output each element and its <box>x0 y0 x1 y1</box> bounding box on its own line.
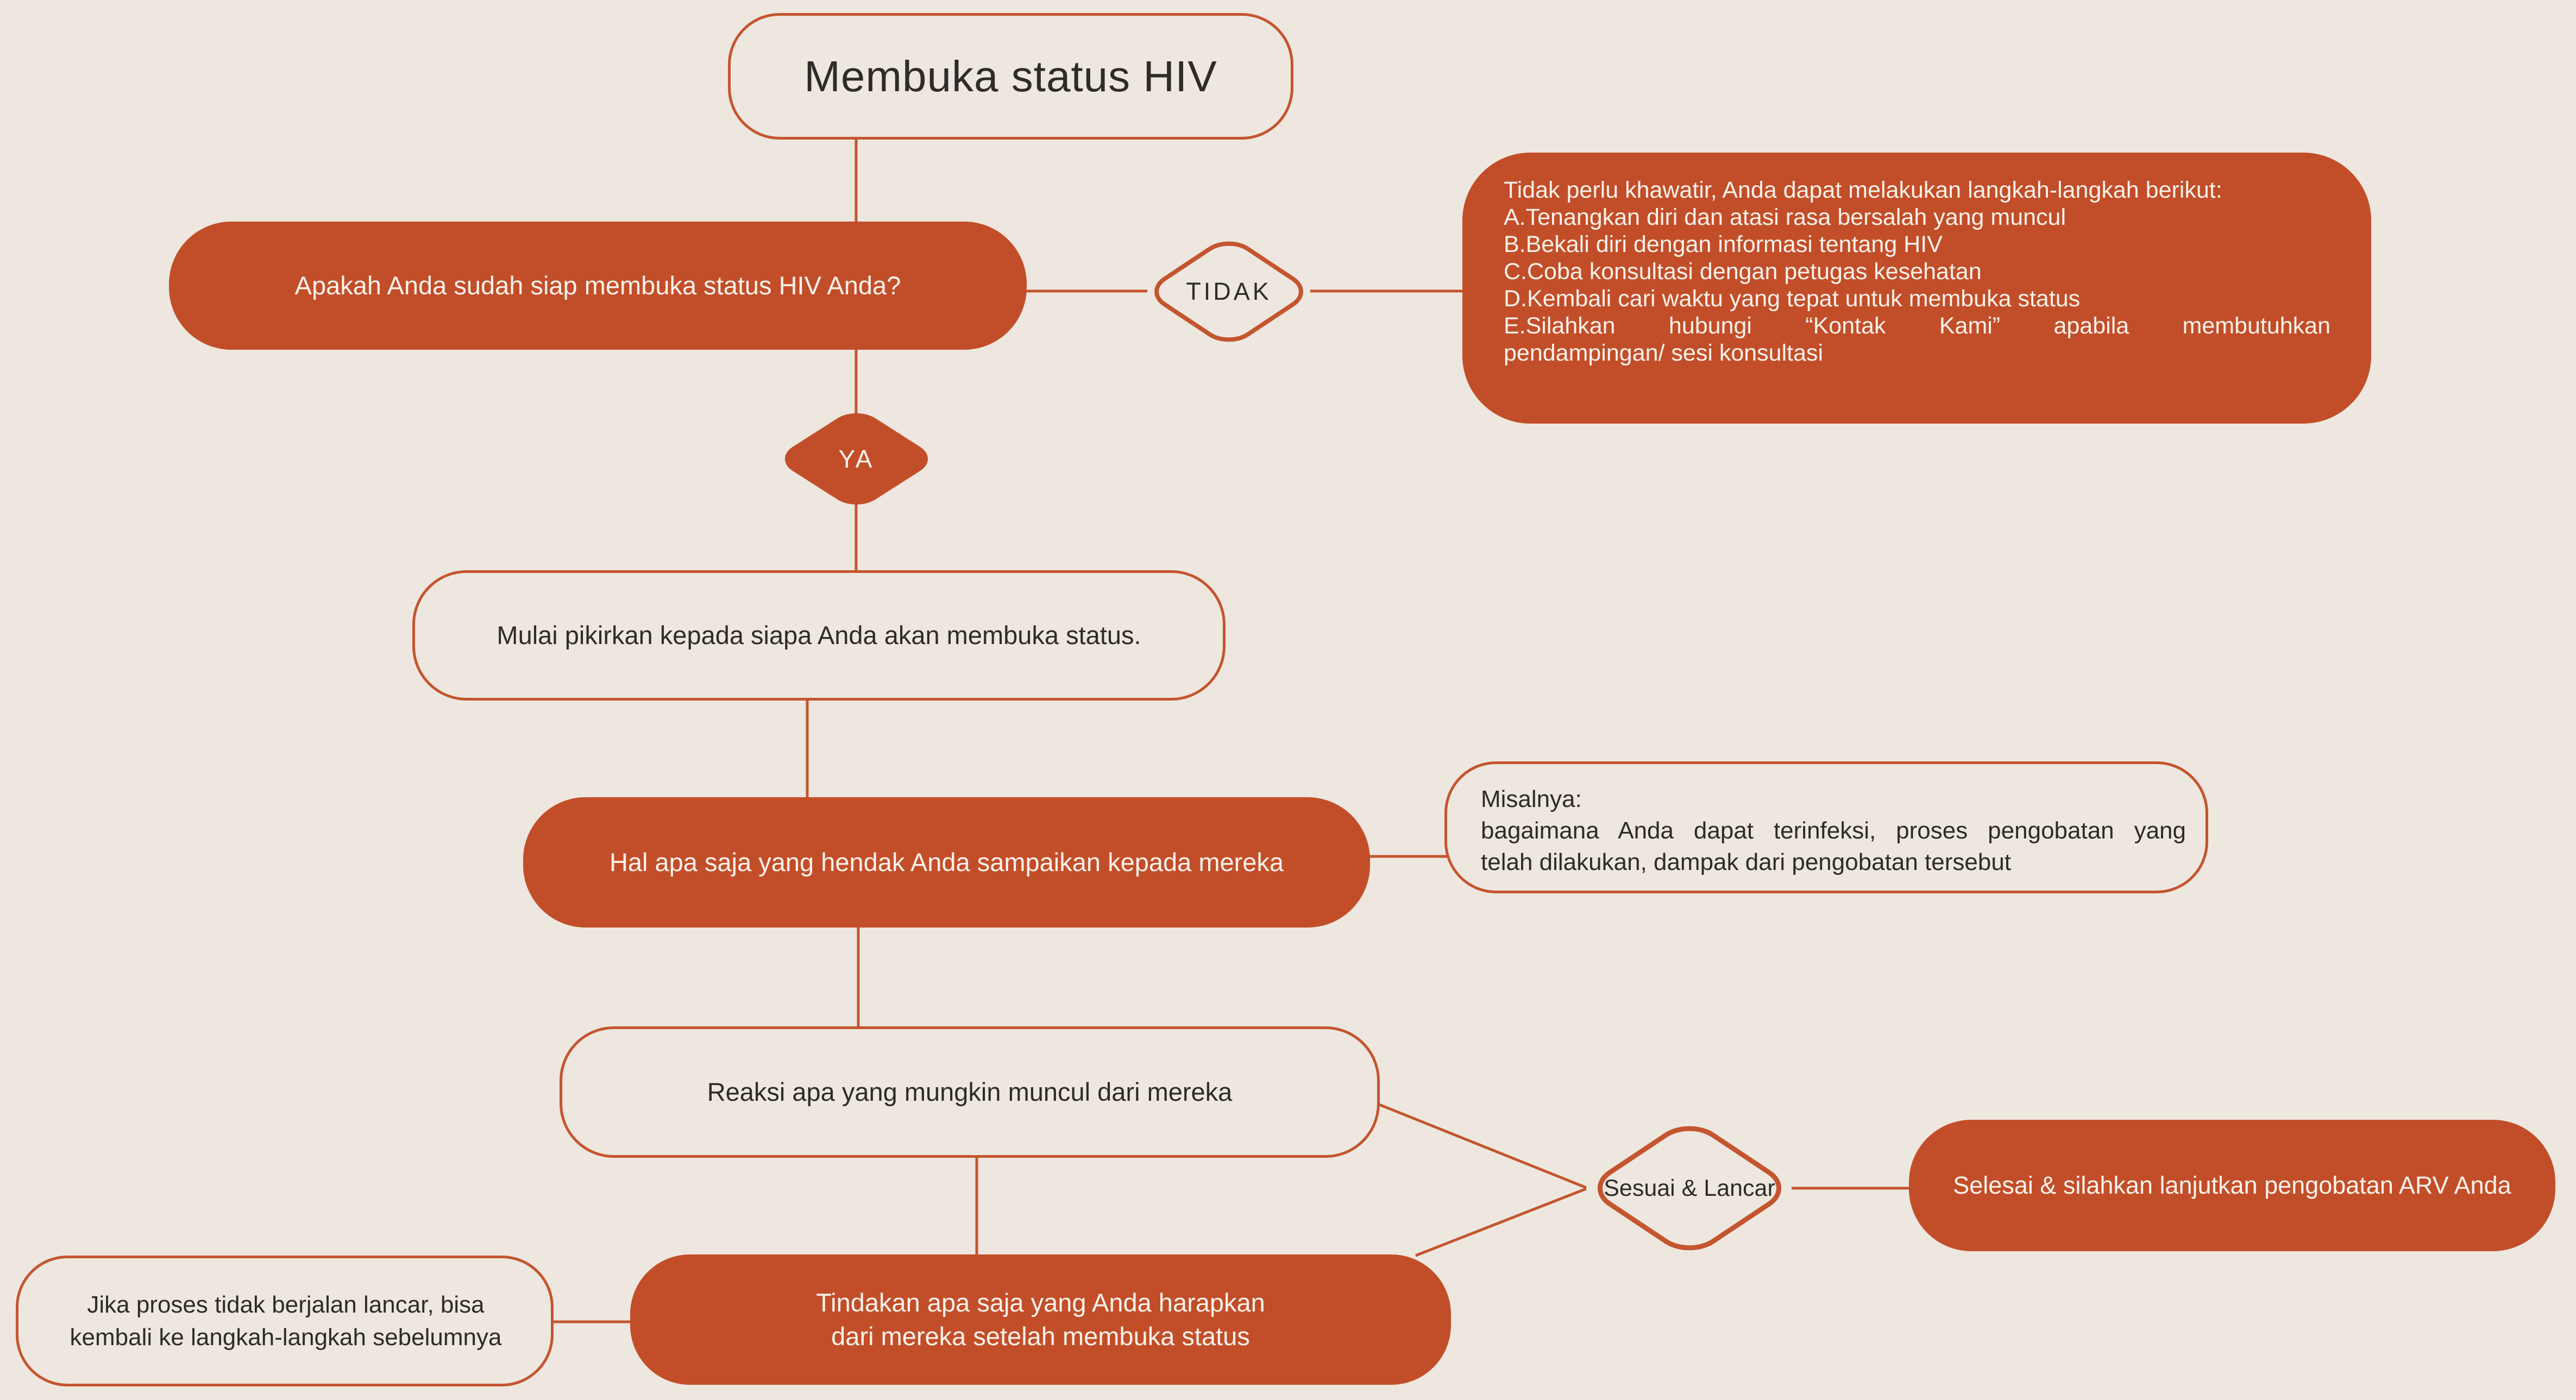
title-node <box>728 13 1293 140</box>
fallback-note-node <box>16 1256 554 1386</box>
connector-tindakan-sesuai <box>1416 1189 1586 1256</box>
expected-actions-line: dari mereka setelah membuka status <box>831 1322 1250 1351</box>
example-line: telah dilakukan, dampak dari pengobatan tersebut <box>1481 849 2012 875</box>
reaction-label: Reaksi apa yang mungkin muncul dari mereka <box>707 1077 1233 1106</box>
think-who-node <box>412 570 1226 701</box>
decision-ya-label: YA <box>838 445 875 473</box>
done-node <box>1909 1120 2555 1251</box>
steps-line: A.Tenangkan diri dan atasi rasa bersalah yang muncul <box>1504 204 2066 230</box>
decision-sesuai-label: Sesuai & Lancar <box>1604 1175 1775 1201</box>
connector-reaksi-sesuai <box>1377 1103 1586 1188</box>
example-line: Misalnya: <box>1481 786 1582 812</box>
decision-ya <box>773 406 940 512</box>
page-title: Membuka status HIV <box>804 52 1217 100</box>
example-line: bagaimana Anda dapat terinfeksi, proses pengobatan yang <box>1481 817 2186 844</box>
expected-actions-node <box>630 1254 1451 1385</box>
think-who-label: Mulai pikirkan kepada siapa Anda akan membuka status. <box>497 621 1141 649</box>
what-to-say-node <box>523 797 1370 928</box>
question-ready-node <box>169 222 1027 350</box>
question-ready-label: Apakah Anda sudah siap membuka status HIV Anda? <box>294 271 901 300</box>
example-note-node <box>1444 761 2208 893</box>
fallback-line: kembali ke langkah-langkah sebelumnya <box>70 1323 502 1351</box>
steps-line: pendampingan/ sesi konsultasi <box>1504 340 1824 366</box>
steps-line: E.Silahkan hubungi “Kontak Kami” apabila membutuhkan <box>1504 313 2330 339</box>
steps-line: B.Bekali diri dengan informasi tentang HIV <box>1504 231 1943 257</box>
decision-sesuai-lancar <box>1585 1119 1794 1258</box>
done-label: Selesai & silahkan lanjutkan pengobatan ARV Anda <box>1953 1171 2511 1199</box>
fallback-line: Jika proses tidak berjalan lancar, bisa <box>87 1291 485 1318</box>
reaction-node <box>560 1026 1380 1158</box>
decision-tidak <box>1145 236 1313 348</box>
what-to-say-label: Hal apa saja yang hendak Anda sampaikan kepada mereka <box>609 848 1284 876</box>
steps-line: C.Coba konsultasi dengan petugas kesehatan <box>1504 258 1982 285</box>
decision-tidak-label: TIDAK <box>1186 278 1272 305</box>
steps-note-node <box>1462 153 2371 424</box>
steps-line: D.Kembali cari waktu yang tepat untuk membuka status <box>1504 286 2081 312</box>
steps-line: Tidak perlu khawatir, Anda dapat melakukan langkah-langkah berikut: <box>1504 177 2222 203</box>
expected-actions-line: Tindakan apa saja yang Anda harapkan <box>816 1288 1265 1317</box>
